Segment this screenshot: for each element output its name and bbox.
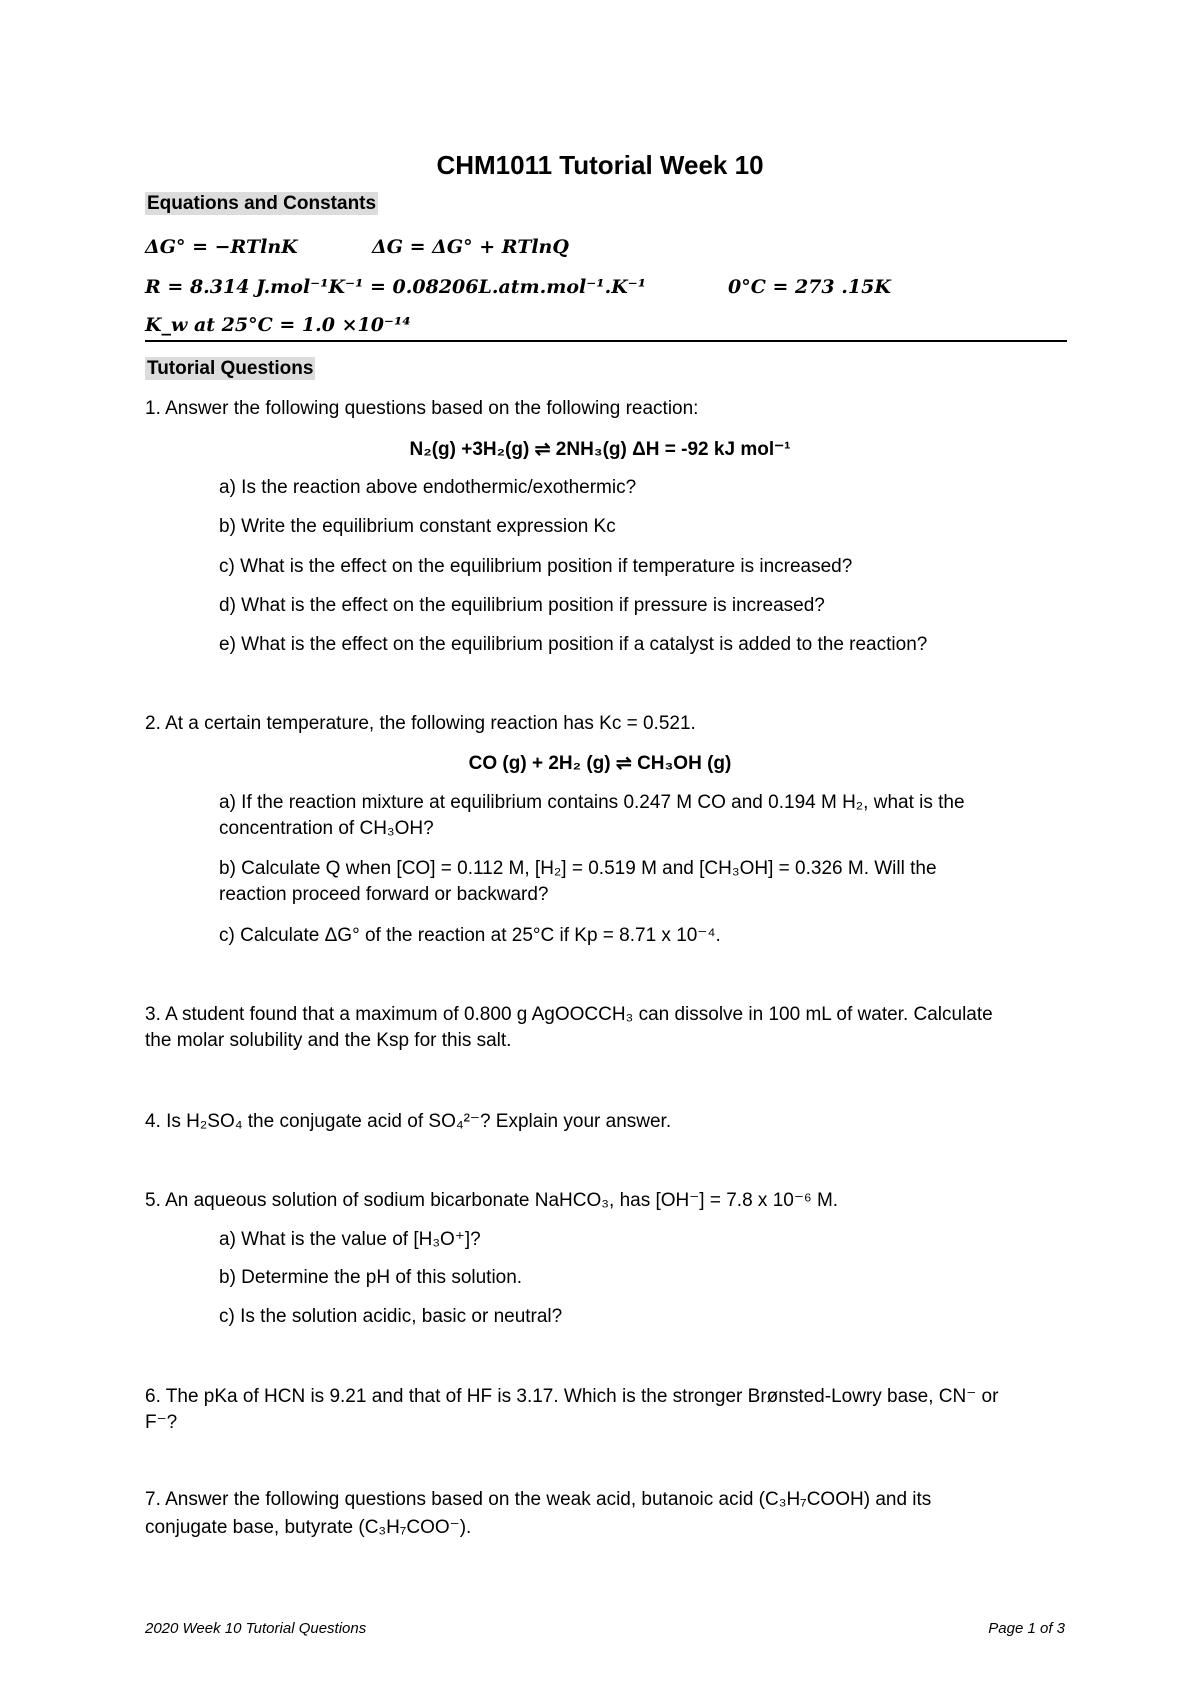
question-2-reaction: CO (g) + 2H₂ (g) ⇌ CH₃OH (g) [468, 753, 732, 774]
equation-delta-g-standard: ΔG° = −RTlnK [145, 236, 298, 258]
question-2c: c) Calculate ΔG° of the reaction at 25°C if Kp = 8.71 x 10⁻⁴. [219, 925, 721, 946]
tutorial-heading: Tutorial Questions [147, 358, 314, 379]
question-1e: e) What is the effect on the equilibrium position if a catalyst is added to the reaction? [219, 634, 928, 655]
question-2a-line-1: a) If the reaction mixture at equilibrium contains 0.247 M CO and 0.194 M H₂, what is the [219, 792, 965, 813]
question-5c: c) Is the solution acidic, basic or neutral? [219, 1306, 563, 1327]
question-7-line-1: 7. Answer the following questions based on the weak acid, butanoic acid (C₃H₇COOH) and its [145, 1489, 932, 1510]
question-6-line-1: 6. The pKa of HCN is 9.21 and that of HF is 3.17. Which is the stronger Brønsted-Lowry base, CN⁻ or [145, 1386, 999, 1407]
question-4: 4. Is H₂SO₄ the conjugate acid of SO₄²⁻? Explain your answer. [145, 1111, 672, 1132]
question-1c: c) What is the effect on the equilibrium position if temperature is increased? [219, 556, 853, 577]
page-title: CHM1011 Tutorial Week 10 [436, 150, 764, 180]
question-2b-line-2: reaction proceed forward or backward? [219, 884, 549, 905]
equation-kw: K_w at 25°C = 1.0 ×10⁻¹⁴ [145, 314, 411, 336]
footer-page-number: Page 1 of 3 [988, 1620, 1065, 1637]
section-divider [145, 340, 1067, 342]
constants-heading: Equations and Constants [147, 193, 377, 214]
question-5a: a) What is the value of [H₃O⁺]? [219, 1229, 481, 1250]
footer-title: 2020 Week 10 Tutorial Questions [145, 1620, 367, 1637]
question-6-line-2: F⁻? [145, 1412, 178, 1433]
equation-gas-constant: R = 8.314 J.mol⁻¹K⁻¹ = 0.08206L.atm.mol⁻¹.K⁻¹ [145, 276, 647, 298]
question-1d: d) What is the effect on the equilibrium position if pressure is increased? [219, 595, 825, 616]
question-5: 5. An aqueous solution of sodium bicarbonate NaHCO₃, has [OH⁻] = 7.8 x 10⁻⁶ M. [145, 1190, 839, 1211]
question-3-line-1: 3. A student found that a maximum of 0.800 g AgOOCCH₃ can dissolve in 100 mL of water. Calculate [145, 1004, 993, 1025]
question-1a: a) Is the reaction above endothermic/exothermic? [219, 477, 637, 498]
equation-delta-g: ΔG = ΔG° + RTlnQ [372, 236, 569, 258]
question-1: 1. Answer the following questions based on the following reaction: [145, 398, 699, 419]
question-2b-line-1: b) Calculate Q when [CO] = 0.112 M, [H₂] = 0.519 M and [CH₃OH] = 0.326 M. Will the [219, 858, 937, 879]
question-2a-line-2: concentration of CH₃OH? [219, 818, 434, 839]
question-1b: b) Write the equilibrium constant expression Kc [219, 516, 616, 537]
question-1-reaction: N₂(g) +3H₂(g) ⇌ 2NH₃(g) ΔH = -92 kJ mol⁻¹ [409, 439, 791, 460]
question-7-line-2: conjugate base, butyrate (C₃H₇COO⁻). [145, 1517, 472, 1538]
equation-kelvin: 0°C = 273 .15K [728, 276, 891, 298]
question-3-line-2: the molar solubility and the Ksp for this salt. [145, 1030, 512, 1051]
question-5b: b) Determine the pH of this solution. [219, 1267, 523, 1288]
question-2: 2. At a certain temperature, the following reaction has Kc = 0.521. [145, 713, 696, 734]
